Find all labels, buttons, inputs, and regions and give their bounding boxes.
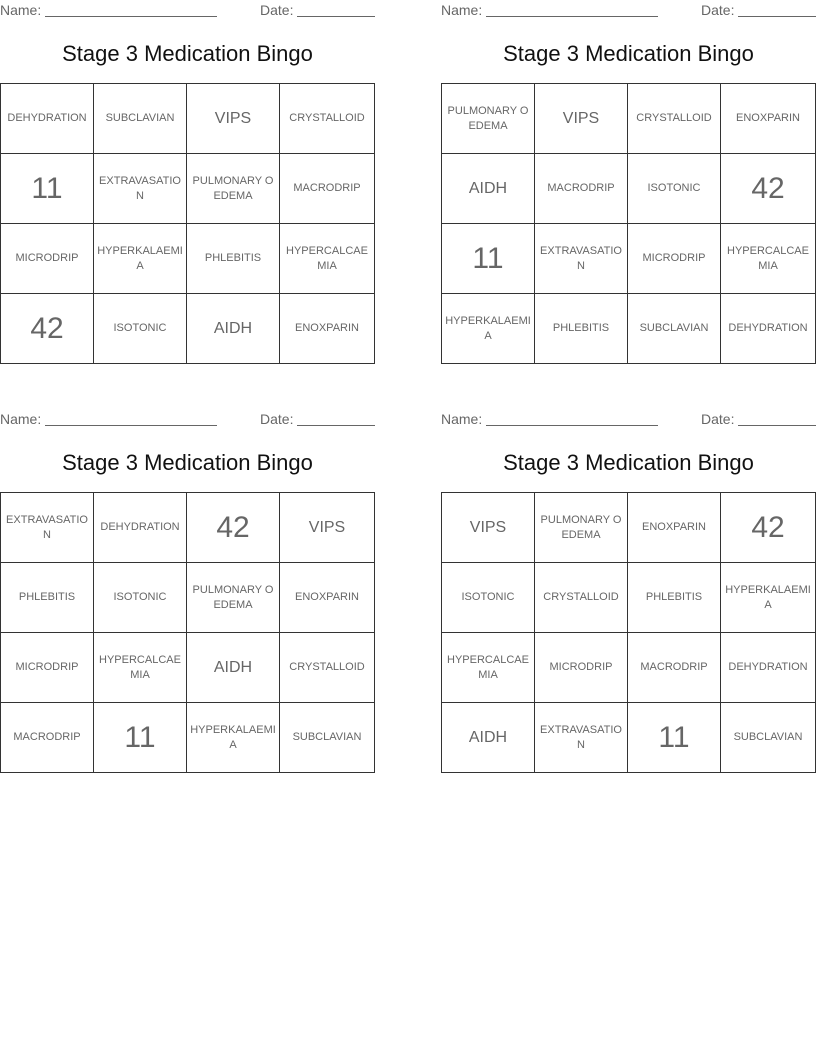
bingo-cell: ENOXPARIN [295,322,359,334]
bingo-cell: PULMONARY OEDEMA [535,493,628,563]
bingo-cell: HYPERCALCAEMIA [280,224,374,294]
name-date-row [0,0,375,22]
bingo-cell: HYPERCALCAEMIA [442,633,535,703]
bingo-cell: MICRODRIP [1,224,94,294]
name-label: Name: [0,2,42,18]
bingo-cell: PHLEBITIS [1,563,94,633]
bingo-cell: CRYSTALLOID [628,84,721,154]
bingo-cell: DEHYDRATION [1,84,94,154]
bingo-cell: SUBCLAVIAN [628,294,721,363]
name-label: Name: [0,411,42,427]
bingo-cell: AIDH [187,294,280,363]
bingo-cell: EXTRAVASATION [1,493,94,563]
bingo-cell: MICRODRIP [535,633,628,703]
bingo-cell: VIPS [187,84,280,154]
name-blank-line [486,16,658,17]
name-blank-line [45,16,217,17]
bingo-cell: 42 [721,154,815,224]
bingo-cell: PULMONARY OEDEMA [187,563,280,633]
bingo-cell: PULMONARY OEDEMA [442,84,535,154]
bingo-cell: VIPS [280,493,374,563]
bingo-cell: SUBCLAVIAN [733,731,803,743]
bingo-cell: EXTRAVASATION [535,703,628,772]
bingo-grid [441,492,816,773]
bingo-cell: DEHYDRATION [94,493,187,563]
bingo-cell: EXTRAVASATION [535,224,628,294]
bingo-cell: CRYSTALLOID [280,633,374,703]
bingo-cell: 11 [1,154,94,224]
bingo-cell: VIPS [442,493,535,563]
bingo-card [441,0,816,342]
bingo-cell: DEHYDRATION [721,633,815,703]
bingo-cell: MICRODRIP [628,224,721,294]
bingo-cell: ISOTONIC [442,563,535,633]
date-blank-line [297,425,375,426]
card-title: Stage 3 Medication Bingo [503,41,754,66]
date-label: Date: [260,2,294,18]
bingo-cell: ISOTONIC [94,563,187,633]
name-label: Name: [441,411,483,427]
bingo-cell: MACRODRIP [535,154,628,224]
bingo-cell: 42 [187,493,280,563]
bingo-cell: EXTRAVASATION [94,154,187,224]
card-title: Stage 3 Medication Bingo [503,450,754,475]
bingo-cell: ENOXPARIN [280,563,374,633]
bingo-grid [0,83,375,364]
card-title: Stage 3 Medication Bingo [62,41,313,66]
name-blank-line [486,425,658,426]
bingo-cell: MACRODRIP [280,154,374,224]
bingo-cell: ISOTONIC [94,294,187,363]
bingo-cell: HYPERCALCAEMIA [94,633,187,703]
name-date-row [441,409,816,431]
bingo-cell: 11 [628,703,721,772]
bingo-cell: AIDH [187,633,280,703]
bingo-cell: VIPS [535,84,628,154]
bingo-cell: HYPERCALCAEMIA [721,224,815,294]
bingo-cell: MACRODRIP [628,633,721,703]
date-label: Date: [701,411,735,427]
bingo-cell: AIDH [442,154,535,224]
bingo-cell: PHLEBITIS [628,563,721,633]
bingo-card [0,0,375,345]
bingo-grid [441,83,816,364]
bingo-cell: CRYSTALLOID [280,84,374,154]
bingo-cell: HYPERKALAEMIA [721,563,815,633]
bingo-cell: DEHYDRATION [728,322,808,334]
bingo-cell: SUBCLAVIAN [292,731,362,743]
card-title: Stage 3 Medication Bingo [62,450,313,475]
bingo-cell: HYPERKALAEMIA [187,703,280,772]
bingo-cell: ENOXPARIN [721,84,815,154]
date-label: Date: [260,411,294,427]
name-date-row [0,409,375,431]
bingo-cell: AIDH [442,703,535,772]
bingo-cell: 11 [442,224,535,294]
bingo-grid [0,492,375,773]
date-blank-line [297,16,375,17]
bingo-cell: HYPERKALAEMIA [442,294,535,363]
bingo-cell: SUBCLAVIAN [94,84,187,154]
bingo-cell: ISOTONIC [628,154,721,224]
name-date-row [441,0,816,22]
bingo-cell: MACRODRIP [1,703,94,772]
bingo-card [0,409,375,754]
bingo-cell: PULMONARY OEDEMA [187,154,280,224]
bingo-cell: PHLEBITIS [535,294,628,363]
name-blank-line [45,425,217,426]
bingo-cell: 11 [94,703,187,772]
bingo-cell: CRYSTALLOID [535,563,628,633]
bingo-cell: HYPERKALAEMIA [94,224,187,294]
bingo-cell: MICRODRIP [1,633,94,703]
bingo-cell: PHLEBITIS [187,224,280,294]
name-label: Name: [441,2,483,18]
bingo-cell: 42 [1,294,94,363]
date-label: Date: [701,2,735,18]
date-blank-line [738,16,816,17]
bingo-cell: 42 [721,493,815,563]
date-blank-line [738,425,816,426]
bingo-cell: ENOXPARIN [628,493,721,563]
bingo-card [441,409,816,754]
